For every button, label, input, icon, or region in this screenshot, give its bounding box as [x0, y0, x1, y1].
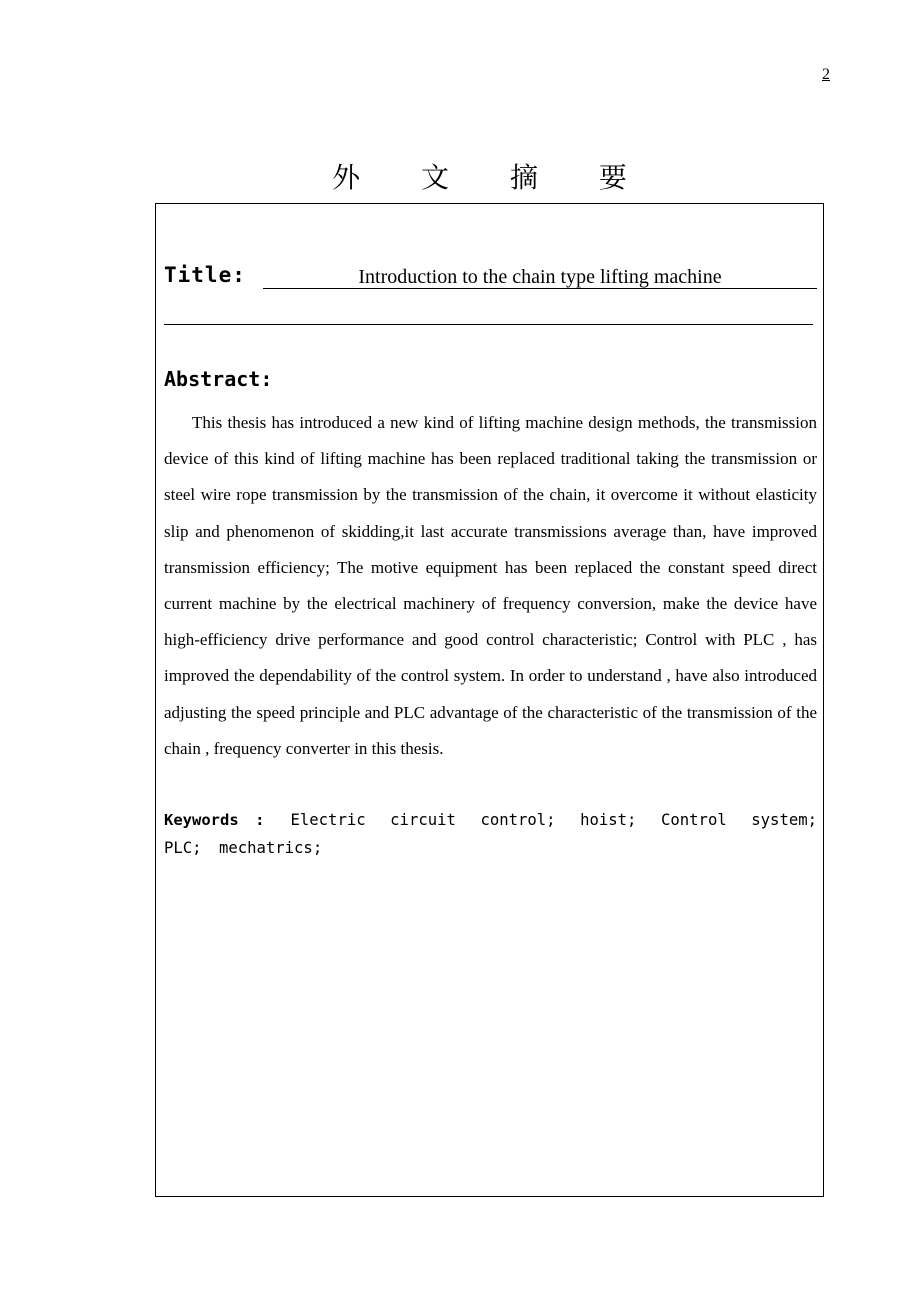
- page-number: 2: [822, 66, 830, 83]
- title-underline: [263, 266, 817, 289]
- abstract-label: Abstract:: [164, 367, 273, 391]
- abstract-body: This thesis has introduced a new kind of lifting machine design methods, the transmission device of this kind of lifting machine has been replaced traditional taking the transmission or steel wire rope transmission by the transmission of the chain, it overcome it without elasticity slip and phenomenon of skidding,it last accurate transmissions average than, have improved transmission efficiency; The motive equipment has been replaced the constant speed direct current machine by the electrical machinery of frequency conversion, make the device have high-efficiency drive performance and good control characteristic; Control with PLC , has improved the dependability of the control system. In order to understand , have also introduced adjusting the speed principle and PLC advantage of the characteristic of the transmission of the chain , frequency converter in this thesis.: [164, 413, 817, 758]
- keywords-label: Keywords :: [164, 811, 265, 829]
- page-heading: 外 文 摘 要: [332, 161, 653, 194]
- title-label: Title:: [164, 263, 246, 287]
- keywords: [164, 806, 817, 862]
- keywords-values: Electric circuit control; hoist; Control system; PLC; mechatrics;: [164, 811, 817, 857]
- title-text: Introduction to the chain type lifting machine: [358, 266, 722, 288]
- title-second-line: [164, 324, 813, 325]
